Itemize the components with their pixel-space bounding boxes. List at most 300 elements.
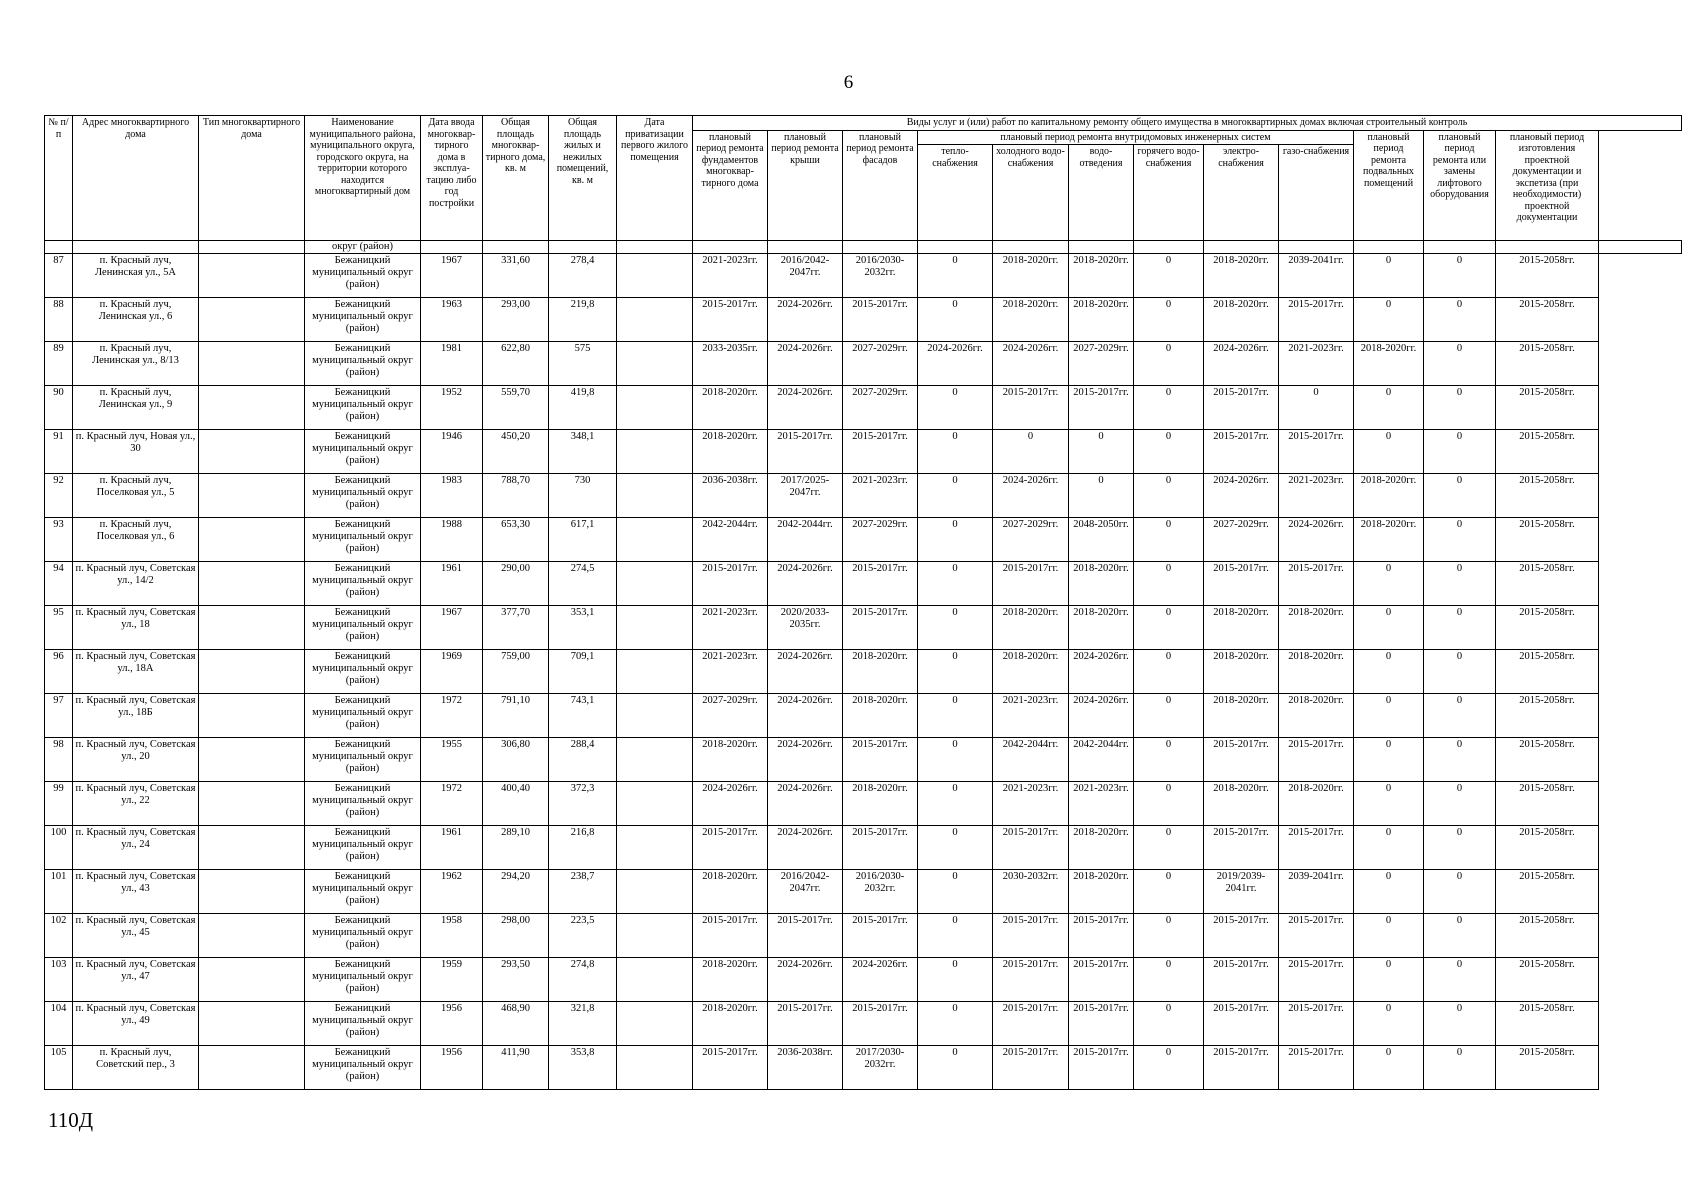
row-type — [199, 826, 305, 870]
row-living-area: 709,1 — [549, 650, 617, 694]
row-hot-water: 0 — [1134, 738, 1204, 782]
row-municipality: Бежаницкий муниципальный округ (район) — [305, 738, 421, 782]
row-cold-water: 2015-2017гг. — [993, 914, 1069, 958]
table-row — [45, 738, 1682, 782]
row-type — [199, 606, 305, 650]
row-design: 2015-2058гг. — [1496, 606, 1599, 650]
row-address: п. Красный луч, Советская ул., 18Б — [73, 694, 199, 738]
row-design: 2015-2058гг. — [1496, 738, 1599, 782]
row-type — [199, 958, 305, 1002]
row-basement: 0 — [1354, 1002, 1424, 1046]
row-type — [199, 386, 305, 430]
row-electric: 2018-2020гг. — [1204, 298, 1279, 342]
row-number: 103 — [45, 958, 73, 1002]
row-municipality: Бежаницкий муниципальный округ (район) — [305, 298, 421, 342]
row-foundation: 2015-2017гг. — [693, 826, 768, 870]
row-electric: 2015-2017гг. — [1204, 386, 1279, 430]
row-facade: 2016/2030-2032гг. — [843, 254, 918, 298]
row-heat: 0 — [918, 738, 993, 782]
row-year: 1967 — [421, 606, 483, 650]
row-hot-water: 0 — [1134, 562, 1204, 606]
row-hot-water: 0 — [1134, 870, 1204, 914]
row-type — [199, 298, 305, 342]
row-number: 104 — [45, 1002, 73, 1046]
row-electric: 2018-2020гг. — [1204, 782, 1279, 826]
row-address: п. Красный луч, Советский пер., 3 — [73, 1046, 199, 1090]
row-gas: 2018-2020гг. — [1279, 650, 1354, 694]
row-basement: 0 — [1354, 254, 1424, 298]
row-cold-water: 2015-2017гг. — [993, 1002, 1069, 1046]
row-hot-water: 0 — [1134, 650, 1204, 694]
row-number: 94 — [45, 562, 73, 606]
row-year: 1958 — [421, 914, 483, 958]
row-hot-water: 0 — [1134, 474, 1204, 518]
row-hot-water: 0 — [1134, 518, 1204, 562]
row-electric: 2018-2020гг. — [1204, 606, 1279, 650]
page-number: 6 — [843, 72, 854, 93]
row-municipality: Бежаницкий муниципальный округ (район) — [305, 914, 421, 958]
row-heat: 0 — [918, 914, 993, 958]
row-foundation: 2021-2023гг. — [693, 650, 768, 694]
row-hot-water: 0 — [1134, 958, 1204, 1002]
row-type — [199, 694, 305, 738]
row-electric: 2015-2017гг. — [1204, 562, 1279, 606]
header-privatization-date: Дата приватизации первого жилого помещения — [617, 116, 693, 241]
row-foundation: 2021-2023гг. — [693, 254, 768, 298]
row-number: 88 — [45, 298, 73, 342]
row-heat: 0 — [918, 386, 993, 430]
row-sewer: 2015-2017гг. — [1069, 914, 1134, 958]
row-total-area: 559,70 — [483, 386, 549, 430]
row-elevator: 0 — [1424, 474, 1496, 518]
row-electric: 2024-2026гг. — [1204, 342, 1279, 386]
header-design: плановый период изготовления проектной документации и экспетиза (при необходимости) проектной документации — [1496, 130, 1599, 241]
header-living-area: Общая площадь жилых и нежилых помещений, кв. м — [549, 116, 617, 241]
row-living-area: 353,1 — [549, 606, 617, 650]
row-gas: 2015-2017гг. — [1279, 430, 1354, 474]
row-cold-water: 2018-2020гг. — [993, 650, 1069, 694]
row-basement: 2018-2020гг. — [1354, 342, 1424, 386]
row-privatization — [617, 650, 693, 694]
row-year: 1946 — [421, 430, 483, 474]
row-type — [199, 914, 305, 958]
row-municipality: Бежаницкий муниципальный округ (район) — [305, 1046, 421, 1090]
row-privatization — [617, 254, 693, 298]
row-living-area: 274,5 — [549, 562, 617, 606]
row-address: п. Красный луч, Советская ул., 18А — [73, 650, 199, 694]
row-roof: 2020/2033-2035гг. — [768, 606, 843, 650]
row-gas: 2015-2017гг. — [1279, 562, 1354, 606]
row-facade: 2021-2023гг. — [843, 474, 918, 518]
row-type — [199, 870, 305, 914]
row-heat: 0 — [918, 254, 993, 298]
table-row — [45, 1046, 1682, 1090]
row-elevator: 0 — [1424, 782, 1496, 826]
row-year: 1988 — [421, 518, 483, 562]
table-row — [45, 298, 1682, 342]
row-living-area: 419,8 — [549, 386, 617, 430]
row-foundation: 2018-2020гг. — [693, 1002, 768, 1046]
row-number: 100 — [45, 826, 73, 870]
row-heat: 0 — [918, 430, 993, 474]
row-year: 1963 — [421, 298, 483, 342]
row-basement: 0 — [1354, 562, 1424, 606]
header-basement: плановый период ремонта подвальных помещений — [1354, 130, 1424, 241]
row-hot-water: 0 — [1134, 782, 1204, 826]
row-type — [199, 738, 305, 782]
row-gas: 2015-2017гг. — [1279, 1046, 1354, 1090]
row-living-area: 223,5 — [549, 914, 617, 958]
row-basement: 2018-2020гг. — [1354, 474, 1424, 518]
row-design: 2015-2058гг. — [1496, 1046, 1599, 1090]
row-number: 89 — [45, 342, 73, 386]
row-hot-water: 0 — [1134, 694, 1204, 738]
row-basement: 0 — [1354, 870, 1424, 914]
row-basement: 0 — [1354, 430, 1424, 474]
row-total-area: 759,00 — [483, 650, 549, 694]
row-heat: 0 — [918, 518, 993, 562]
row-basement: 0 — [1354, 386, 1424, 430]
row-living-area: 216,8 — [549, 826, 617, 870]
row-design: 2015-2058гг. — [1496, 1002, 1599, 1046]
row-foundation: 2036-2038гг. — [693, 474, 768, 518]
table-row — [45, 386, 1682, 430]
row-number: 90 — [45, 386, 73, 430]
row-gas: 2021-2023гг. — [1279, 342, 1354, 386]
table-row — [45, 782, 1682, 826]
row-cold-water: 2015-2017гг. — [993, 1046, 1069, 1090]
row-facade: 2015-2017гг. — [843, 430, 918, 474]
row-elevator: 0 — [1424, 518, 1496, 562]
table-row — [45, 870, 1682, 914]
row-heat: 0 — [918, 958, 993, 1002]
row-municipality: Бежаницкий муниципальный округ (район) — [305, 430, 421, 474]
row-roof: 2016/2042-2047гг. — [768, 870, 843, 914]
row-facade: 2027-2029гг. — [843, 342, 918, 386]
row-basement: 0 — [1354, 1046, 1424, 1090]
row-privatization — [617, 958, 693, 1002]
row-heat: 2024-2026гг. — [918, 342, 993, 386]
row-cold-water: 2024-2026гг. — [993, 474, 1069, 518]
row-sewer: 2015-2017гг. — [1069, 386, 1134, 430]
row-address: п. Красный луч, Советская ул., 24 — [73, 826, 199, 870]
row-cold-water: 0 — [993, 430, 1069, 474]
row-facade: 2018-2020гг. — [843, 782, 918, 826]
row-elevator: 0 — [1424, 826, 1496, 870]
header-sewer: водо-отведения — [1069, 145, 1134, 241]
row-total-area: 298,00 — [483, 914, 549, 958]
row-number: 95 — [45, 606, 73, 650]
row-year: 1956 — [421, 1002, 483, 1046]
row-cold-water: 2024-2026гг. — [993, 342, 1069, 386]
row-total-area: 791,10 — [483, 694, 549, 738]
row-privatization — [617, 474, 693, 518]
row-gas: 2039-2041гг. — [1279, 870, 1354, 914]
row-type — [199, 254, 305, 298]
row-total-area: 377,70 — [483, 606, 549, 650]
row-basement: 0 — [1354, 694, 1424, 738]
row-gas: 2018-2020гг. — [1279, 694, 1354, 738]
row-gas: 2015-2017гг. — [1279, 826, 1354, 870]
row-cold-water: 2018-2020гг. — [993, 606, 1069, 650]
row-cold-water: 2027-2029гг. — [993, 518, 1069, 562]
row-cold-water: 2018-2020гг. — [993, 254, 1069, 298]
row-design: 2015-2058гг. — [1496, 694, 1599, 738]
row-hot-water: 0 — [1134, 430, 1204, 474]
row-cold-water: 2030-2032гг. — [993, 870, 1069, 914]
header-heat: тепло-снабжения — [918, 145, 993, 241]
row-sewer: 0 — [1069, 430, 1134, 474]
row-electric: 2015-2017гг. — [1204, 1046, 1279, 1090]
row-sewer: 0 — [1069, 474, 1134, 518]
row-total-area: 788,70 — [483, 474, 549, 518]
row-facade: 2027-2029гг. — [843, 386, 918, 430]
row-hot-water: 0 — [1134, 826, 1204, 870]
row-elevator: 0 — [1424, 914, 1496, 958]
row-year: 1972 — [421, 782, 483, 826]
row-cold-water: 2021-2023гг. — [993, 782, 1069, 826]
row-facade: 2015-2017гг. — [843, 606, 918, 650]
row-design: 2015-2058гг. — [1496, 518, 1599, 562]
row-basement: 0 — [1354, 738, 1424, 782]
row-foundation: 2021-2023гг. — [693, 606, 768, 650]
row-elevator: 0 — [1424, 386, 1496, 430]
row-foundation: 2018-2020гг. — [693, 386, 768, 430]
row-municipality: Бежаницкий муниципальный округ (район) — [305, 562, 421, 606]
row-address: п. Красный луч, Поселковая ул., 6 — [73, 518, 199, 562]
capital-repair-table — [44, 115, 1682, 1090]
row-facade: 2015-2017гг. — [843, 914, 918, 958]
row-design: 2015-2058гг. — [1496, 914, 1599, 958]
row-hot-water: 0 — [1134, 1046, 1204, 1090]
row-address: п. Красный луч, Советская ул., 45 — [73, 914, 199, 958]
row-privatization — [617, 606, 693, 650]
row-type — [199, 1046, 305, 1090]
row-number: 102 — [45, 914, 73, 958]
row-design: 2015-2058гг. — [1496, 386, 1599, 430]
table-row — [45, 914, 1682, 958]
row-roof: 2024-2026гг. — [768, 694, 843, 738]
table-row — [45, 254, 1682, 298]
row-design: 2015-2058гг. — [1496, 650, 1599, 694]
header-hot-water: горячего водо-снабжения — [1134, 145, 1204, 241]
table-row — [45, 826, 1682, 870]
row-privatization — [617, 1002, 693, 1046]
row-address: п. Красный луч, Советская ул., 22 — [73, 782, 199, 826]
row-basement: 0 — [1354, 298, 1424, 342]
row-gas: 2015-2017гг. — [1279, 738, 1354, 782]
row-address: п. Красный луч, Ленинская ул., 8/13 — [73, 342, 199, 386]
row-sewer: 2021-2023гг. — [1069, 782, 1134, 826]
row-living-area: 372,3 — [549, 782, 617, 826]
row-living-area: 730 — [549, 474, 617, 518]
row-hot-water: 0 — [1134, 386, 1204, 430]
row-living-area: 278,4 — [549, 254, 617, 298]
row-total-area: 622,80 — [483, 342, 549, 386]
row-gas: 2024-2026гг. — [1279, 518, 1354, 562]
row-design: 2015-2058гг. — [1496, 826, 1599, 870]
row-hot-water: 0 — [1134, 914, 1204, 958]
header-roof: плановый период ремонта крыши — [768, 130, 843, 241]
row-gas: 2039-2041гг. — [1279, 254, 1354, 298]
row-living-area: 321,8 — [549, 1002, 617, 1046]
row-total-area: 306,80 — [483, 738, 549, 782]
row-roof: 2042-2044гг. — [768, 518, 843, 562]
table-row — [45, 518, 1682, 562]
row-foundation: 2027-2029гг. — [693, 694, 768, 738]
row-living-area: 617,1 — [549, 518, 617, 562]
row-municipality: Бежаницкий муниципальный округ (район) — [305, 782, 421, 826]
header-commission-date: Дата ввода многоквар-тирного дома в эксплуа-тацию либо год постройки — [421, 116, 483, 241]
row-gas: 2018-2020гг. — [1279, 782, 1354, 826]
row-basement: 0 — [1354, 650, 1424, 694]
row-foundation: 2033-2035гг. — [693, 342, 768, 386]
row-privatization — [617, 870, 693, 914]
row-electric: 2015-2017гг. — [1204, 430, 1279, 474]
row-roof: 2024-2026гг. — [768, 650, 843, 694]
row-roof: 2024-2026гг. — [768, 782, 843, 826]
header-num: № п/п — [45, 116, 73, 241]
table-row — [45, 606, 1682, 650]
row-municipality: Бежаницкий муниципальный округ (район) — [305, 606, 421, 650]
row-municipality: Бежаницкий муниципальный округ (район) — [305, 518, 421, 562]
row-gas: 2021-2023гг. — [1279, 474, 1354, 518]
row-sewer: 2027-2029гг. — [1069, 342, 1134, 386]
row-living-area: 743,1 — [549, 694, 617, 738]
row-gas: 2015-2017гг. — [1279, 298, 1354, 342]
row-total-area: 450,20 — [483, 430, 549, 474]
header-address: Адрес многоквартирного дома — [73, 116, 199, 241]
row-design: 2015-2058гг. — [1496, 782, 1599, 826]
row-cold-water: 2015-2017гг. — [993, 958, 1069, 1002]
row-foundation: 2018-2020гг. — [693, 958, 768, 1002]
row-roof: 2024-2026гг. — [768, 958, 843, 1002]
row-municipality: Бежаницкий муниципальный округ (район) — [305, 826, 421, 870]
row-elevator: 0 — [1424, 1002, 1496, 1046]
row-total-area: 468,90 — [483, 1002, 549, 1046]
row-foundation: 2015-2017гг. — [693, 298, 768, 342]
row-address: п. Красный луч, Ленинская ул., 5А — [73, 254, 199, 298]
row-basement: 0 — [1354, 914, 1424, 958]
row-living-area: 288,4 — [549, 738, 617, 782]
row-type — [199, 518, 305, 562]
row-number: 105 — [45, 1046, 73, 1090]
row-type — [199, 562, 305, 606]
row-elevator: 0 — [1424, 958, 1496, 1002]
row-design: 2015-2058гг. — [1496, 562, 1599, 606]
row-number: 96 — [45, 650, 73, 694]
row-municipality: Бежаницкий муниципальный округ (район) — [305, 254, 421, 298]
row-heat: 0 — [918, 870, 993, 914]
row-sewer: 2024-2026гг. — [1069, 694, 1134, 738]
row-cold-water: 2042-2044гг. — [993, 738, 1069, 782]
row-hot-water: 0 — [1134, 1002, 1204, 1046]
row-electric: 2015-2017гг. — [1204, 1002, 1279, 1046]
row-type — [199, 650, 305, 694]
row-cold-water: 2015-2017гг. — [993, 562, 1069, 606]
row-hot-water: 0 — [1134, 606, 1204, 650]
row-sewer: 2048-2050гг. — [1069, 518, 1134, 562]
row-number: 91 — [45, 430, 73, 474]
row-total-area: 653,30 — [483, 518, 549, 562]
row-roof: 2024-2026гг. — [768, 562, 843, 606]
row-heat: 0 — [918, 782, 993, 826]
row-electric: 2024-2026гг. — [1204, 474, 1279, 518]
row-facade: 2018-2020гг. — [843, 694, 918, 738]
row-foundation: 2024-2026гг. — [693, 782, 768, 826]
row-facade: 2015-2017гг. — [843, 738, 918, 782]
table-row — [45, 342, 1682, 386]
table-row — [45, 958, 1682, 1002]
row-elevator: 0 — [1424, 606, 1496, 650]
row-sewer: 2024-2026гг. — [1069, 650, 1134, 694]
row-gas: 2015-2017гг. — [1279, 914, 1354, 958]
row-design: 2015-2058гг. — [1496, 254, 1599, 298]
row-number: 92 — [45, 474, 73, 518]
row-total-area: 400,40 — [483, 782, 549, 826]
row-total-area: 411,90 — [483, 1046, 549, 1090]
row-gas: 2015-2017гг. — [1279, 958, 1354, 1002]
row-cold-water: 2015-2017гг. — [993, 386, 1069, 430]
row-privatization — [617, 342, 693, 386]
row-number: 101 — [45, 870, 73, 914]
header-cold-water: холодного водо-снабжения — [993, 145, 1069, 241]
row-year: 1981 — [421, 342, 483, 386]
row-design: 2015-2058гг. — [1496, 870, 1599, 914]
row-design: 2015-2058гг. — [1496, 958, 1599, 1002]
row-gas: 2015-2017гг. — [1279, 1002, 1354, 1046]
row-electric: 2018-2020гг. — [1204, 650, 1279, 694]
row-elevator: 0 — [1424, 562, 1496, 606]
row-number: 93 — [45, 518, 73, 562]
row-roof: 2024-2026гг. — [768, 342, 843, 386]
row-municipality: Бежаницкий муниципальный округ (район) — [305, 1002, 421, 1046]
row-roof: 2015-2017гг. — [768, 1002, 843, 1046]
row-number: 99 — [45, 782, 73, 826]
row-living-area: 348,1 — [549, 430, 617, 474]
row-type — [199, 782, 305, 826]
header-works-group: Виды услуг и (или) работ по капитальному ремонту общего имущества в многоквартирных домах включая строительный контроль — [693, 116, 1682, 131]
row-type — [199, 474, 305, 518]
row-year: 1961 — [421, 562, 483, 606]
header-foundation: плановый период ремонта фундаментов многоквар-тирного дома — [693, 130, 768, 241]
table-row — [45, 430, 1682, 474]
row-sewer: 2042-2044гг. — [1069, 738, 1134, 782]
row-heat: 0 — [918, 826, 993, 870]
row-year: 1955 — [421, 738, 483, 782]
row-privatization — [617, 430, 693, 474]
row-gas: 2018-2020гг. — [1279, 606, 1354, 650]
row-sewer: 2015-2017гг. — [1069, 958, 1134, 1002]
row-roof: 2024-2026гг. — [768, 738, 843, 782]
row-address: п. Красный луч, Советская ул., 18 — [73, 606, 199, 650]
row-address: п. Красный луч, Советская ул., 49 — [73, 1002, 199, 1046]
row-heat: 0 — [918, 650, 993, 694]
row-municipality: Бежаницкий муниципальный округ (район) — [305, 694, 421, 738]
row-design: 2015-2058гг. — [1496, 298, 1599, 342]
header-facade: плановый период ремонта фасадов — [843, 130, 918, 241]
row-facade: 2024-2026гг. — [843, 958, 918, 1002]
row-living-area: 238,7 — [549, 870, 617, 914]
row-roof: 2017/2025-2047гг. — [768, 474, 843, 518]
row-year: 1962 — [421, 870, 483, 914]
row-heat: 0 — [918, 1046, 993, 1090]
row-living-area: 353,8 — [549, 1046, 617, 1090]
row-cold-water: 2018-2020гг. — [993, 298, 1069, 342]
row-sewer: 2018-2020гг. — [1069, 562, 1134, 606]
row-electric: 2019/2039-2041гг. — [1204, 870, 1279, 914]
continuation-text: округ (район) — [305, 241, 421, 254]
